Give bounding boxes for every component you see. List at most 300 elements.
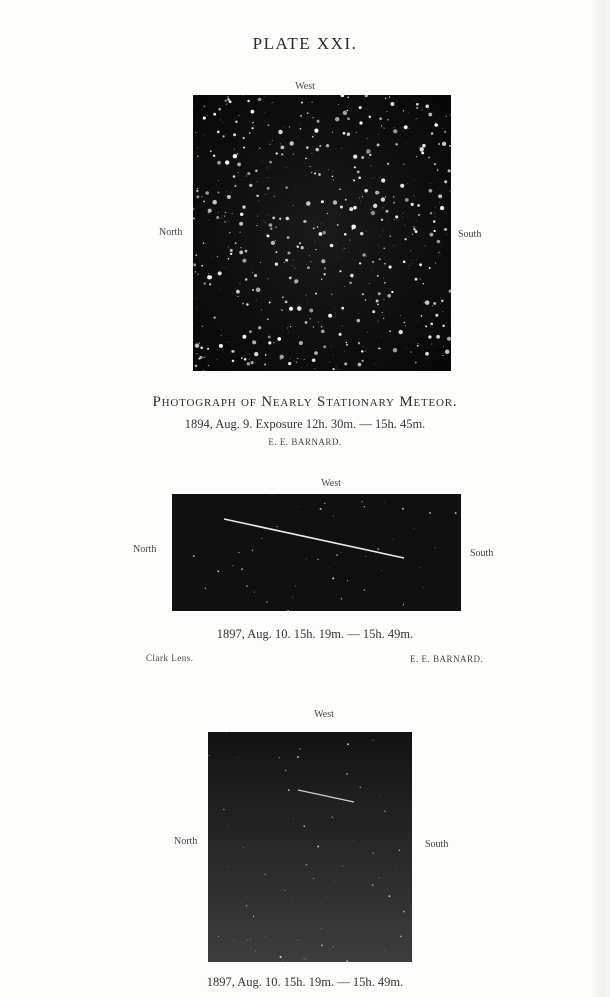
star-speck (245, 278, 248, 281)
star-speck (246, 905, 247, 906)
star-speck (209, 755, 210, 756)
star-field-photograph (193, 95, 451, 371)
star-speck (339, 333, 342, 336)
star-speck (332, 171, 333, 172)
star-speck (197, 188, 198, 189)
star-speck (417, 322, 418, 323)
star-speck (412, 264, 413, 265)
star-speck (359, 121, 362, 124)
star-speck (342, 326, 343, 327)
star-speck (267, 124, 269, 126)
star-speck (307, 266, 310, 269)
star-speck (404, 317, 405, 318)
star-speck (312, 117, 313, 118)
star-speck (314, 129, 318, 133)
star-speck (324, 269, 325, 270)
star-speck (419, 147, 423, 151)
star-speck (377, 191, 380, 194)
star-speck (257, 225, 258, 226)
star-speck (309, 166, 310, 167)
star-speck (425, 300, 430, 305)
star-speck (414, 180, 415, 181)
star-speck (455, 512, 457, 514)
star-speck (271, 104, 272, 105)
star-speck (444, 228, 447, 231)
star-speck (265, 354, 267, 356)
star-speck (357, 170, 360, 173)
star-speck (270, 144, 271, 145)
star-speck (342, 866, 343, 867)
star-speck (242, 259, 246, 263)
star-speck (315, 293, 317, 295)
star-speck (241, 357, 242, 358)
star-speck (443, 311, 444, 312)
star-speck (435, 213, 436, 214)
star-speck (193, 555, 195, 557)
star-speck (441, 303, 442, 304)
star-speck (229, 232, 231, 234)
star-speck (311, 261, 312, 262)
star-speck (429, 189, 433, 193)
star-speck (385, 196, 386, 197)
star-speck (315, 349, 316, 350)
star-speck (321, 223, 322, 224)
star-speck (425, 104, 429, 108)
star-speck (275, 240, 276, 241)
star-speck (207, 348, 209, 350)
star-speck (331, 293, 332, 294)
star-speck (362, 196, 363, 197)
star-speck (284, 890, 285, 891)
star-speck (418, 343, 419, 344)
star-speck (337, 369, 338, 370)
star-speck (218, 936, 219, 937)
star-speck (252, 127, 254, 129)
star-speck (423, 283, 424, 284)
star-speck (371, 178, 372, 179)
star-speck (328, 314, 332, 318)
star-speck (243, 137, 245, 139)
star-speck (292, 265, 293, 266)
star-speck (231, 192, 232, 193)
star-speck (231, 350, 234, 353)
star-speck (317, 846, 319, 848)
star-speck (435, 262, 436, 263)
star-speck (199, 342, 200, 343)
star-speck (410, 351, 411, 352)
star-speck (314, 172, 316, 174)
star-speck (257, 181, 258, 182)
star-speck (344, 351, 345, 352)
star-speck (444, 131, 446, 133)
star-speck (332, 176, 334, 178)
star-speck (409, 128, 410, 129)
star-speck (239, 250, 243, 254)
star-speck (280, 309, 281, 310)
star-speck (330, 160, 331, 161)
star-speck (442, 325, 444, 327)
star-speck (225, 100, 227, 102)
star-speck (298, 507, 299, 508)
star-speck (339, 188, 341, 190)
star-speck (208, 365, 209, 366)
star-speck (399, 330, 403, 334)
star-speck (323, 231, 326, 234)
star-speck (356, 132, 357, 133)
star-speck (344, 248, 345, 249)
star-speck (344, 286, 345, 287)
star-speck (415, 120, 416, 121)
star-speck (234, 185, 236, 187)
star-speck (332, 816, 334, 818)
star-speck (435, 207, 436, 208)
star-speck (363, 346, 364, 347)
star-speck (400, 315, 401, 316)
star-speck (270, 228, 272, 230)
star-speck (343, 249, 344, 250)
star-speck (254, 352, 258, 356)
star-speck (444, 180, 447, 183)
star-speck (247, 100, 250, 103)
star-speck (311, 153, 312, 154)
star-speck (229, 866, 230, 867)
star-speck (257, 99, 258, 100)
star-speck (282, 961, 283, 962)
star-speck (383, 318, 384, 319)
figure3-north-label: North (174, 836, 198, 847)
star-field-image (193, 95, 451, 371)
star-speck (243, 147, 245, 149)
star-speck (297, 756, 299, 758)
star-speck (360, 232, 364, 236)
star-speck (210, 150, 212, 152)
star-speck (258, 98, 261, 101)
star-speck (276, 526, 277, 527)
star-speck (346, 773, 348, 775)
star-speck (293, 260, 294, 261)
star-speck (384, 128, 385, 129)
star-speck (217, 256, 218, 257)
star-speck (305, 321, 308, 324)
star-speck (419, 147, 420, 148)
star-speck (364, 189, 368, 193)
star-speck (252, 550, 254, 552)
star-speck (424, 148, 425, 149)
star-speck (335, 313, 336, 314)
star-speck (394, 127, 395, 128)
star-speck (372, 852, 373, 853)
star-speck (275, 263, 278, 266)
star-speck (416, 118, 417, 119)
star-speck (193, 105, 194, 106)
star-speck (228, 258, 229, 259)
star-speck (447, 337, 451, 341)
star-speck (436, 335, 440, 339)
star-speck (203, 117, 206, 120)
star-speck (232, 360, 235, 363)
star-speck (242, 205, 245, 208)
star-speck (255, 951, 256, 952)
star-speck (239, 222, 243, 226)
star-speck (197, 148, 198, 149)
star-speck (205, 587, 207, 589)
star-speck (290, 326, 291, 327)
star-speck (306, 295, 307, 296)
star-speck (417, 345, 419, 347)
star-speck (238, 552, 239, 553)
star-speck (428, 157, 430, 159)
star-speck (443, 229, 444, 230)
star-speck (232, 565, 233, 566)
star-speck (265, 936, 266, 937)
star-speck (365, 351, 366, 352)
star-speck (379, 178, 380, 179)
star-speck (247, 940, 248, 941)
star-speck (285, 259, 288, 262)
star-speck (196, 307, 197, 308)
star-speck (217, 161, 221, 165)
star-speck (369, 154, 371, 156)
star-speck (268, 177, 269, 178)
star-speck (389, 330, 391, 332)
star-speck (344, 362, 347, 365)
star-speck (420, 279, 421, 280)
star-speck (371, 211, 375, 215)
star-speck (264, 97, 265, 98)
star-speck (279, 218, 281, 220)
star-speck (346, 342, 347, 343)
star-speck (236, 295, 237, 296)
star-speck (216, 216, 219, 219)
star-speck (275, 227, 276, 228)
star-speck (300, 128, 302, 130)
star-speck (306, 559, 307, 560)
star-speck (222, 215, 223, 216)
star-speck (193, 263, 196, 266)
star-speck (364, 589, 366, 591)
star-speck (223, 135, 225, 137)
star-speck (288, 362, 291, 365)
star-speck (195, 132, 196, 133)
star-speck (446, 116, 447, 117)
star-speck (294, 361, 295, 362)
star-speck (196, 190, 199, 193)
star-speck (408, 113, 409, 114)
star-speck (237, 153, 238, 154)
star-speck (233, 133, 236, 136)
star-speck (226, 191, 227, 192)
star-speck (368, 109, 369, 110)
star-speck (203, 370, 204, 371)
meteor-trail-image-1 (172, 494, 461, 611)
star-speck (269, 278, 270, 279)
star-speck (333, 515, 334, 516)
star-speck (333, 946, 334, 947)
star-speck (213, 155, 216, 158)
star-speck (442, 355, 443, 356)
star-speck (304, 359, 305, 360)
star-speck (282, 296, 284, 298)
star-speck (333, 180, 334, 181)
meteor-trail-image-2 (208, 732, 412, 962)
star-speck (361, 156, 364, 159)
star-speck (318, 322, 319, 323)
star-speck (199, 356, 202, 359)
star-speck (393, 539, 394, 540)
star-speck (383, 278, 384, 279)
star-speck (269, 161, 272, 164)
star-speck (340, 114, 341, 115)
star-speck (255, 170, 258, 173)
star-speck (446, 323, 447, 324)
star-speck (233, 175, 236, 178)
star-speck (418, 214, 420, 216)
star-speck (217, 571, 219, 573)
star-speck (414, 528, 415, 529)
star-speck (281, 146, 285, 150)
star-speck (251, 110, 255, 114)
star-speck (280, 143, 281, 144)
star-speck (336, 554, 338, 556)
star-speck (278, 130, 282, 134)
star-speck (254, 592, 255, 593)
star-speck (293, 205, 294, 206)
star-speck (425, 352, 429, 356)
star-speck (313, 878, 314, 879)
star-speck (265, 874, 266, 875)
star-speck (230, 253, 232, 255)
star-speck (298, 280, 299, 281)
star-speck (430, 323, 433, 326)
star-speck (415, 278, 418, 281)
figure1-caption: Photograph of Nearly Stationary Meteor. (152, 394, 458, 410)
star-speck (227, 96, 229, 98)
star-speck (384, 810, 386, 812)
star-speck (413, 226, 415, 228)
star-speck (277, 337, 281, 341)
star-speck (301, 102, 303, 104)
star-speck (249, 330, 252, 333)
star-speck (331, 346, 332, 347)
star-speck (297, 246, 299, 248)
star-speck (372, 884, 374, 886)
star-speck (286, 217, 289, 220)
star-speck (269, 215, 270, 216)
star-speck (381, 219, 384, 222)
star-speck (307, 365, 308, 366)
star-speck (387, 111, 388, 112)
star-speck (239, 283, 240, 284)
star-speck (274, 196, 275, 197)
star-speck (386, 210, 389, 213)
star-speck (405, 198, 409, 202)
star-speck (258, 326, 261, 329)
star-speck (378, 244, 379, 245)
star-speck (405, 142, 406, 143)
star-speck (362, 253, 365, 256)
star-speck (387, 163, 389, 165)
star-speck (437, 240, 441, 244)
star-speck (367, 332, 368, 333)
star-speck (353, 206, 357, 210)
star-speck (374, 177, 375, 178)
star-speck (367, 138, 368, 139)
star-speck (371, 207, 372, 208)
star-speck (234, 118, 235, 119)
star-speck (366, 231, 367, 232)
meteor-trail-photograph-1 (172, 494, 461, 611)
star-speck (394, 219, 395, 220)
star-speck (417, 259, 418, 260)
star-speck (383, 230, 384, 231)
star-speck (219, 289, 220, 290)
star-speck (208, 273, 209, 274)
star-speck (360, 787, 361, 788)
star-speck (399, 849, 400, 850)
star-speck (431, 132, 433, 134)
star-speck (268, 341, 271, 344)
star-speck (417, 204, 420, 207)
star-speck (290, 141, 294, 145)
star-speck (449, 145, 451, 147)
star-speck (311, 102, 312, 103)
star-speck (352, 278, 353, 279)
star-speck (244, 358, 247, 361)
star-speck (309, 255, 310, 256)
star-speck (294, 281, 296, 283)
figure1-date-line: 1894, Aug. 9. Exposure 12h. 30m. — 15h. 45m. (184, 417, 426, 431)
star-speck (269, 223, 273, 227)
star-speck (416, 107, 418, 109)
star-speck (299, 242, 301, 244)
star-speck (272, 102, 273, 103)
star-speck (243, 847, 244, 848)
star-speck (364, 506, 365, 507)
star-speck (332, 368, 334, 370)
star-speck (349, 281, 352, 284)
star-speck (306, 201, 310, 205)
star-speck (329, 567, 330, 568)
star-speck (204, 282, 206, 284)
star-speck (262, 161, 263, 162)
star-speck (347, 132, 350, 135)
star-speck (321, 928, 322, 929)
star-speck (224, 221, 225, 222)
star-speck (310, 318, 311, 319)
star-speck (293, 153, 294, 154)
star-speck (350, 274, 353, 277)
star-speck (408, 269, 409, 270)
star-speck (193, 324, 194, 325)
star-speck (193, 218, 194, 219)
star-speck (267, 187, 270, 190)
star-speck (357, 319, 361, 323)
star-speck (450, 115, 451, 116)
star-speck (352, 179, 353, 180)
star-speck (257, 216, 258, 217)
star-speck (306, 264, 307, 265)
star-speck (336, 243, 337, 244)
star-speck (377, 275, 379, 277)
star-speck (249, 184, 252, 187)
star-speck (381, 570, 382, 571)
star-speck (299, 341, 303, 345)
star-speck (200, 346, 203, 349)
star-speck (407, 348, 408, 349)
star-speck (292, 899, 293, 900)
star-speck (264, 364, 266, 366)
star-speck (349, 240, 350, 241)
